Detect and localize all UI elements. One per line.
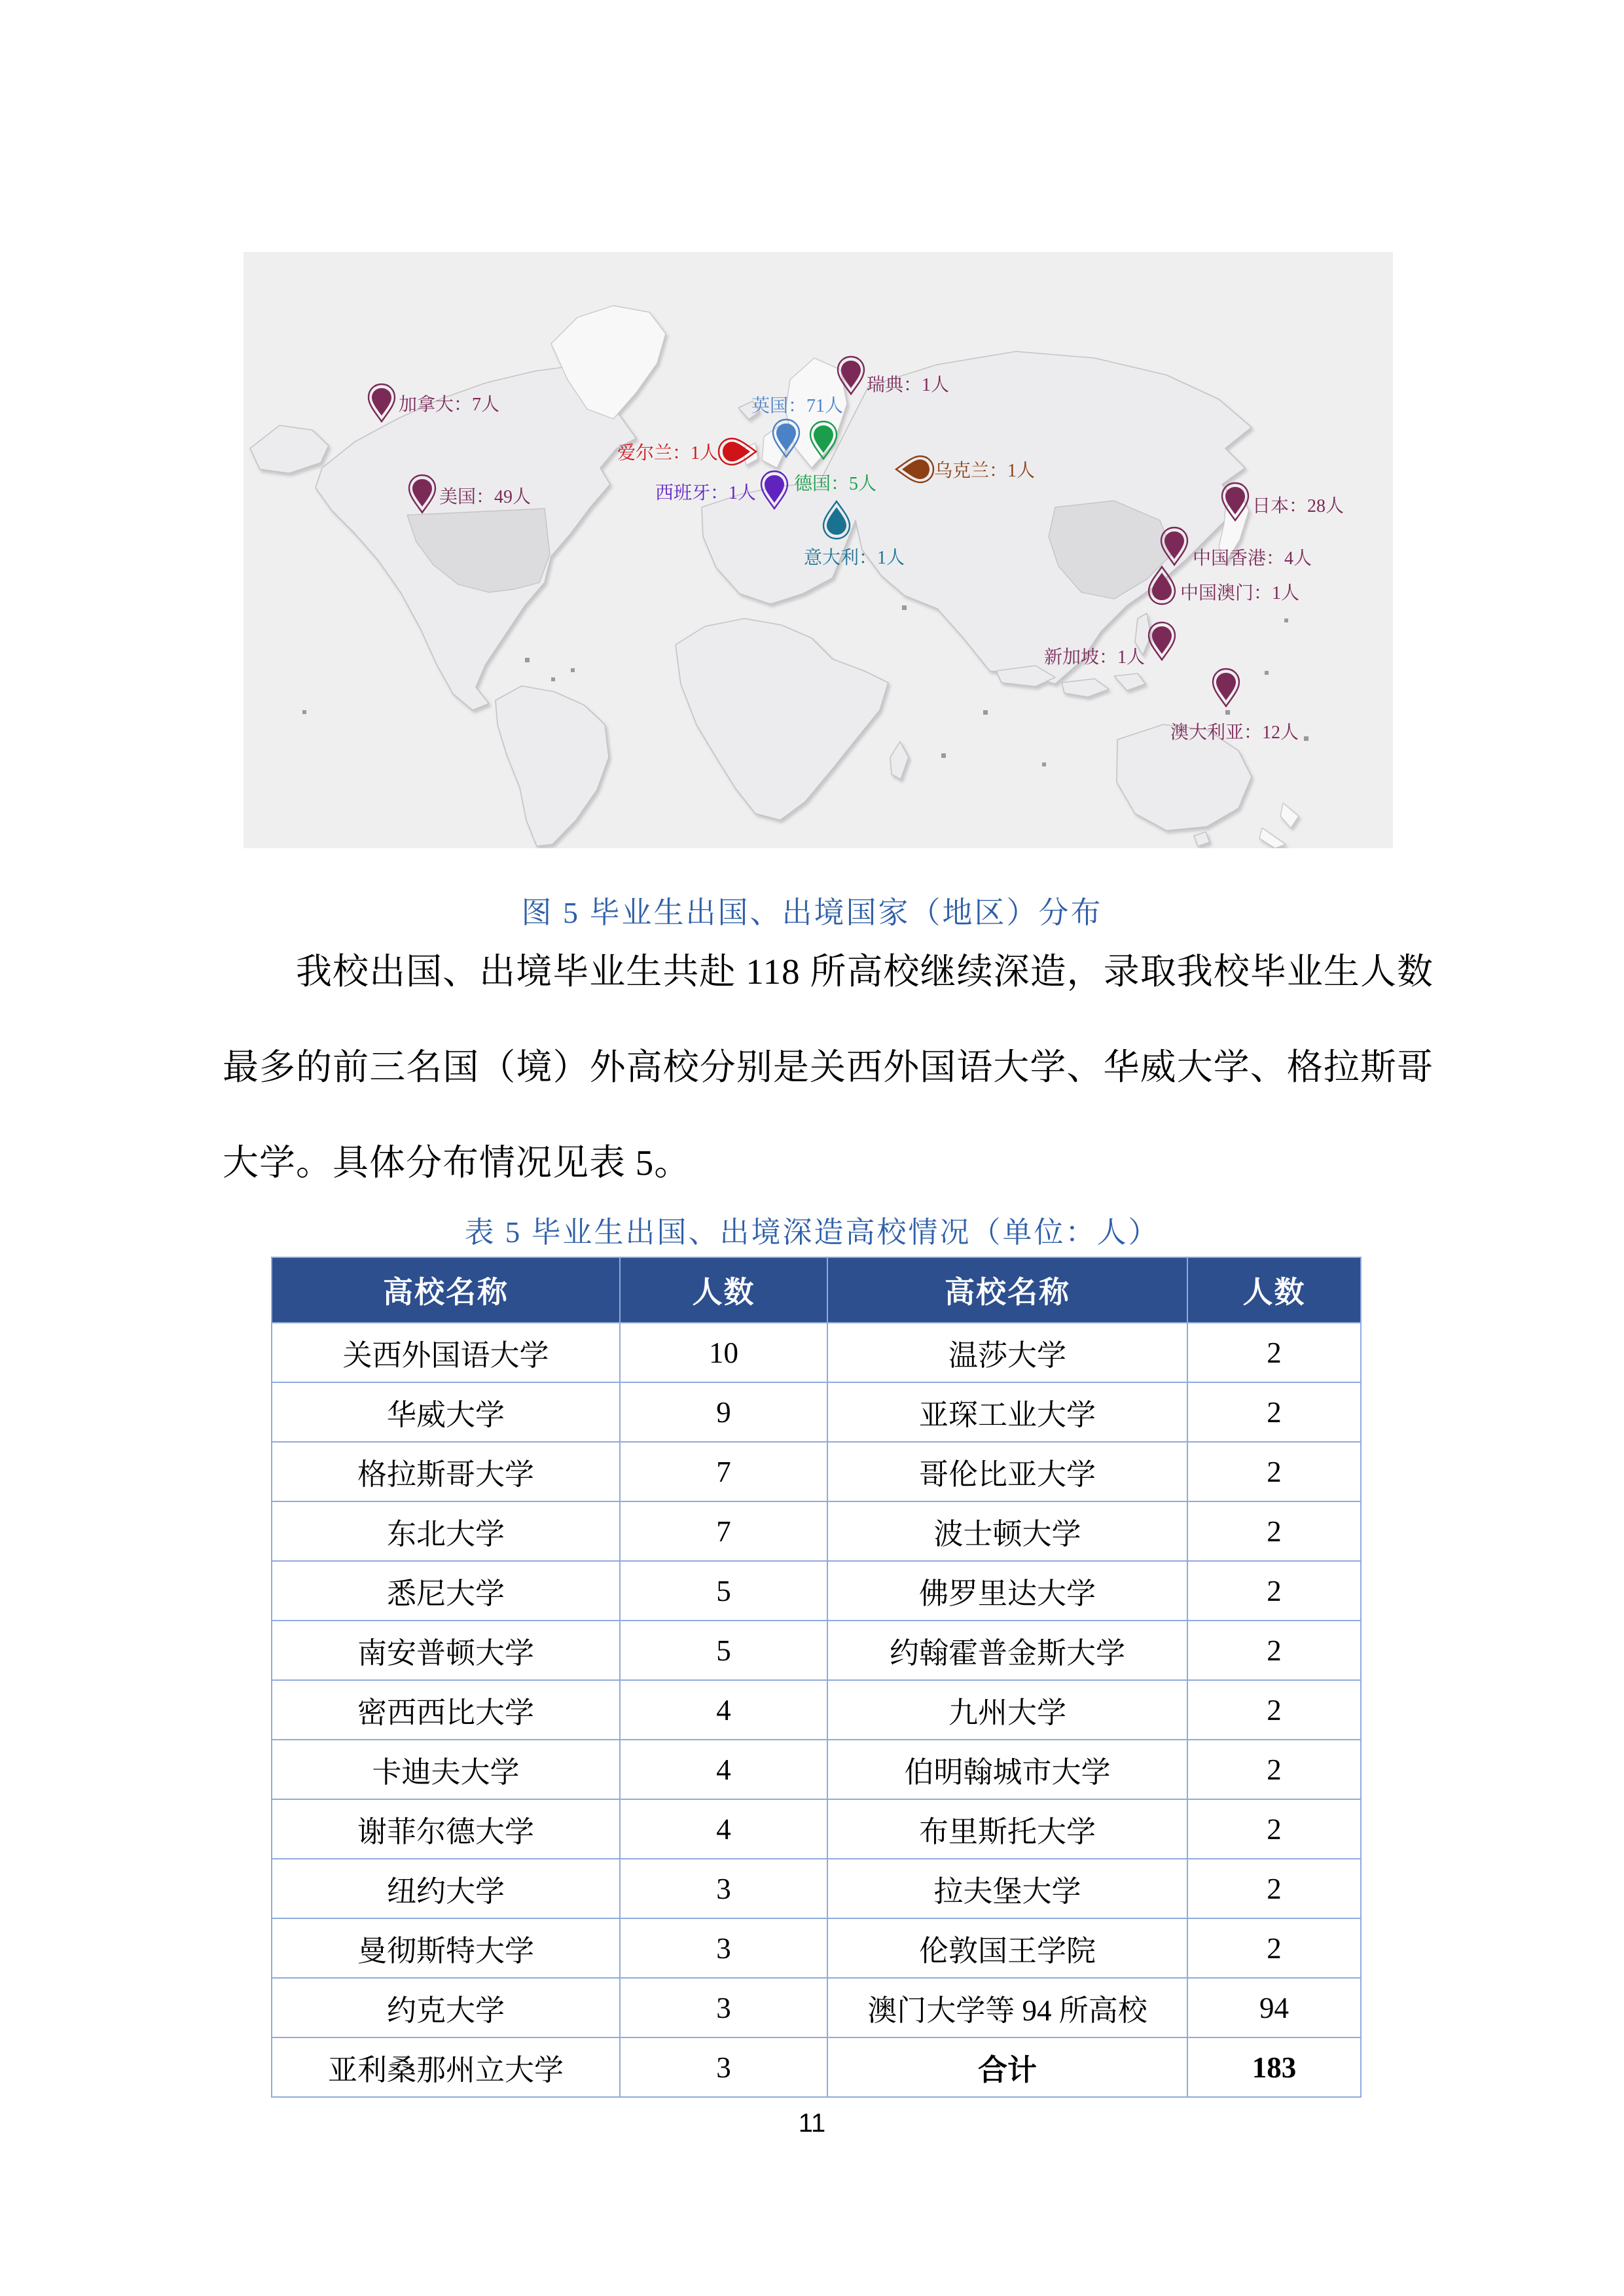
map-marker: [1220, 482, 1344, 522]
figure-map: [244, 252, 1393, 848]
table-cell: 格拉斯哥大学: [272, 1442, 620, 1501]
map-pin-icon: [1211, 668, 1241, 708]
table-cell: 7: [620, 1501, 827, 1561]
header-university-1: 高校名称: [272, 1257, 620, 1323]
table-cell: 3: [620, 1918, 827, 1978]
page-number: 11: [798, 2109, 826, 2138]
map-pin-icon: [771, 419, 801, 458]
table-cell: 谢菲尔德大学: [272, 1799, 620, 1859]
map-pin-icon: [808, 421, 839, 460]
table-cell: 10: [620, 1323, 827, 1382]
table-cell: 5: [620, 1621, 827, 1680]
map-marker-label: 德国：5人: [794, 474, 877, 494]
table-cell: 2: [1187, 1918, 1361, 1978]
map-marker-label: 日本：28人: [1252, 496, 1344, 516]
map-pin-icon: [1147, 565, 1177, 605]
map-marker: [1043, 622, 1177, 668]
table-cell: 4: [620, 1740, 827, 1799]
map-marker: [1159, 527, 1312, 569]
map-marker: [794, 421, 877, 494]
map-marker: [899, 450, 1036, 489]
table-cell: 2: [1187, 1740, 1361, 1799]
map-marker: [803, 500, 905, 568]
table-row: [272, 1918, 1361, 1978]
table-cell: 东北大学: [272, 1501, 620, 1561]
table-cell: 纽约大学: [272, 1859, 620, 1918]
map-marker-label: 加拿大：7人: [399, 395, 500, 415]
map-pin-icon: [1147, 622, 1177, 661]
map-pin-icon: [367, 384, 397, 423]
header-count-1: 人数: [620, 1257, 827, 1323]
table-cell: 波士顿大学: [827, 1501, 1187, 1561]
table-cell: 密西西比大学: [272, 1680, 620, 1740]
map-pin-icon: [821, 500, 852, 539]
map-pin-icon: [836, 356, 866, 395]
table-cell: 南安普顿大学: [272, 1621, 620, 1680]
table-cell: 3: [620, 2037, 827, 2097]
table-cell: 布里斯托大学: [827, 1799, 1187, 1859]
table-cell: 4: [620, 1680, 827, 1740]
universities-table: [271, 1257, 1362, 2098]
map-marker-label: 中国澳门：1人: [1180, 583, 1300, 603]
map-pin-icon: [1159, 527, 1189, 566]
table-cell: 合计: [827, 2037, 1187, 2097]
table-cell: 5: [620, 1561, 827, 1621]
map-marker-label: 瑞典：1人: [867, 375, 950, 395]
table-row: [272, 1859, 1361, 1918]
table-cell: 3: [620, 1978, 827, 2037]
table-cell: 2: [1187, 1799, 1361, 1859]
table-cell: 华威大学: [272, 1382, 620, 1442]
table-row: [272, 1680, 1361, 1740]
table-cell: 卡迪夫大学: [272, 1740, 620, 1799]
table-cell: 2: [1187, 1501, 1361, 1561]
table-cell: 约克大学: [272, 1978, 620, 2037]
map-marker: [367, 384, 500, 423]
table-cell: 183: [1187, 2037, 1361, 2097]
map-marker-label: 澳大利亚：12人: [1170, 723, 1299, 743]
table-cell: 伯明翰城市大学: [827, 1740, 1187, 1799]
map-marker-label: 爱尔兰：1人: [617, 443, 718, 463]
map-marker-label: 新加坡：1人: [1043, 647, 1145, 668]
table-cell: 2: [1187, 1561, 1361, 1621]
table-cell: 佛罗里达大学: [827, 1561, 1187, 1621]
table-cell: 九州大学: [827, 1680, 1187, 1740]
table-cell: 4: [620, 1799, 827, 1859]
table-row: [272, 1799, 1361, 1859]
map-marker: [655, 471, 789, 510]
map-marker: [836, 356, 950, 395]
map-marker: [751, 396, 844, 458]
table-cell: 2: [1187, 1382, 1361, 1442]
map-pin-icon: [1220, 482, 1250, 522]
table-title: 表 5 毕业生出国、出境深造高校情况（单位：人）: [464, 1216, 1160, 1249]
table-cell: 2: [1187, 1621, 1361, 1680]
table-cell: 曼彻斯特大学: [272, 1918, 620, 1978]
table-cell: 悉尼大学: [272, 1561, 620, 1621]
table-cell: 温莎大学: [827, 1323, 1187, 1382]
table-cell: 94: [1187, 1978, 1361, 2037]
table-row: [272, 1501, 1361, 1561]
table-row: [272, 1323, 1361, 1382]
table-cell: 关西外国语大学: [272, 1323, 620, 1382]
map-pin-icon: [759, 471, 789, 510]
header-count-2: 人数: [1187, 1257, 1361, 1323]
map-marker-label: 西班牙：1人: [655, 483, 756, 503]
map-marker-label: 意大利：1人: [803, 548, 905, 568]
table-row: [272, 1740, 1361, 1799]
table-cell: 亚琛工业大学: [827, 1382, 1187, 1442]
table-row: [272, 1978, 1361, 2037]
map-pin-icon: [718, 437, 757, 467]
map-marker: [1147, 565, 1300, 605]
table-row: [272, 1382, 1361, 1442]
table-header-row: [272, 1257, 1361, 1323]
table-cell: 伦敦国王学院: [827, 1918, 1187, 1978]
map-pin-icon: [895, 454, 934, 484]
map-marker-label: 英国：71人: [751, 396, 844, 416]
map-marker: [1170, 668, 1299, 743]
table-cell: 拉夫堡大学: [827, 1859, 1187, 1918]
table-cell: 2: [1187, 1680, 1361, 1740]
table-cell: 7: [620, 1442, 827, 1501]
map-marker-label: 美国：49人: [439, 487, 532, 507]
table-cell: 2: [1187, 1442, 1361, 1501]
table-cell: 9: [620, 1382, 827, 1442]
map-marker-label: 中国香港：4人: [1193, 548, 1312, 569]
table-row: [272, 1561, 1361, 1621]
table-cell: 约翰霍普金斯大学: [827, 1621, 1187, 1680]
body-paragraph: 我校出国、出境毕业生共赴 118 所高校继续深造，录取我校毕业生人数最多的前三名国（境）外高校分别是关西外国语大学、华威大学、格拉斯哥大学。具体分布情况见表 5。: [223, 952, 1434, 1183]
table-cell: 亚利桑那州立大学: [272, 2037, 620, 2097]
figure-caption: 图 5 毕业生出国、出境国家（地区）分布: [521, 896, 1103, 929]
table-row: [272, 1442, 1361, 1501]
table-cell: 哥伦比亚大学: [827, 1442, 1187, 1501]
table-cell: 3: [620, 1859, 827, 1918]
map-pin-icon: [407, 475, 437, 514]
map-marker-label: 乌克兰：1人: [934, 461, 1036, 481]
table-cell: 澳门大学等 94 所高校: [827, 1978, 1187, 2037]
table-cell: 2: [1187, 1323, 1361, 1382]
map-marker: [407, 475, 532, 514]
header-university-2: 高校名称: [827, 1257, 1187, 1323]
table-cell: 2: [1187, 1859, 1361, 1918]
map-marker: [617, 432, 753, 471]
table-row: [272, 1621, 1361, 1680]
table-row: [272, 2037, 1361, 2097]
